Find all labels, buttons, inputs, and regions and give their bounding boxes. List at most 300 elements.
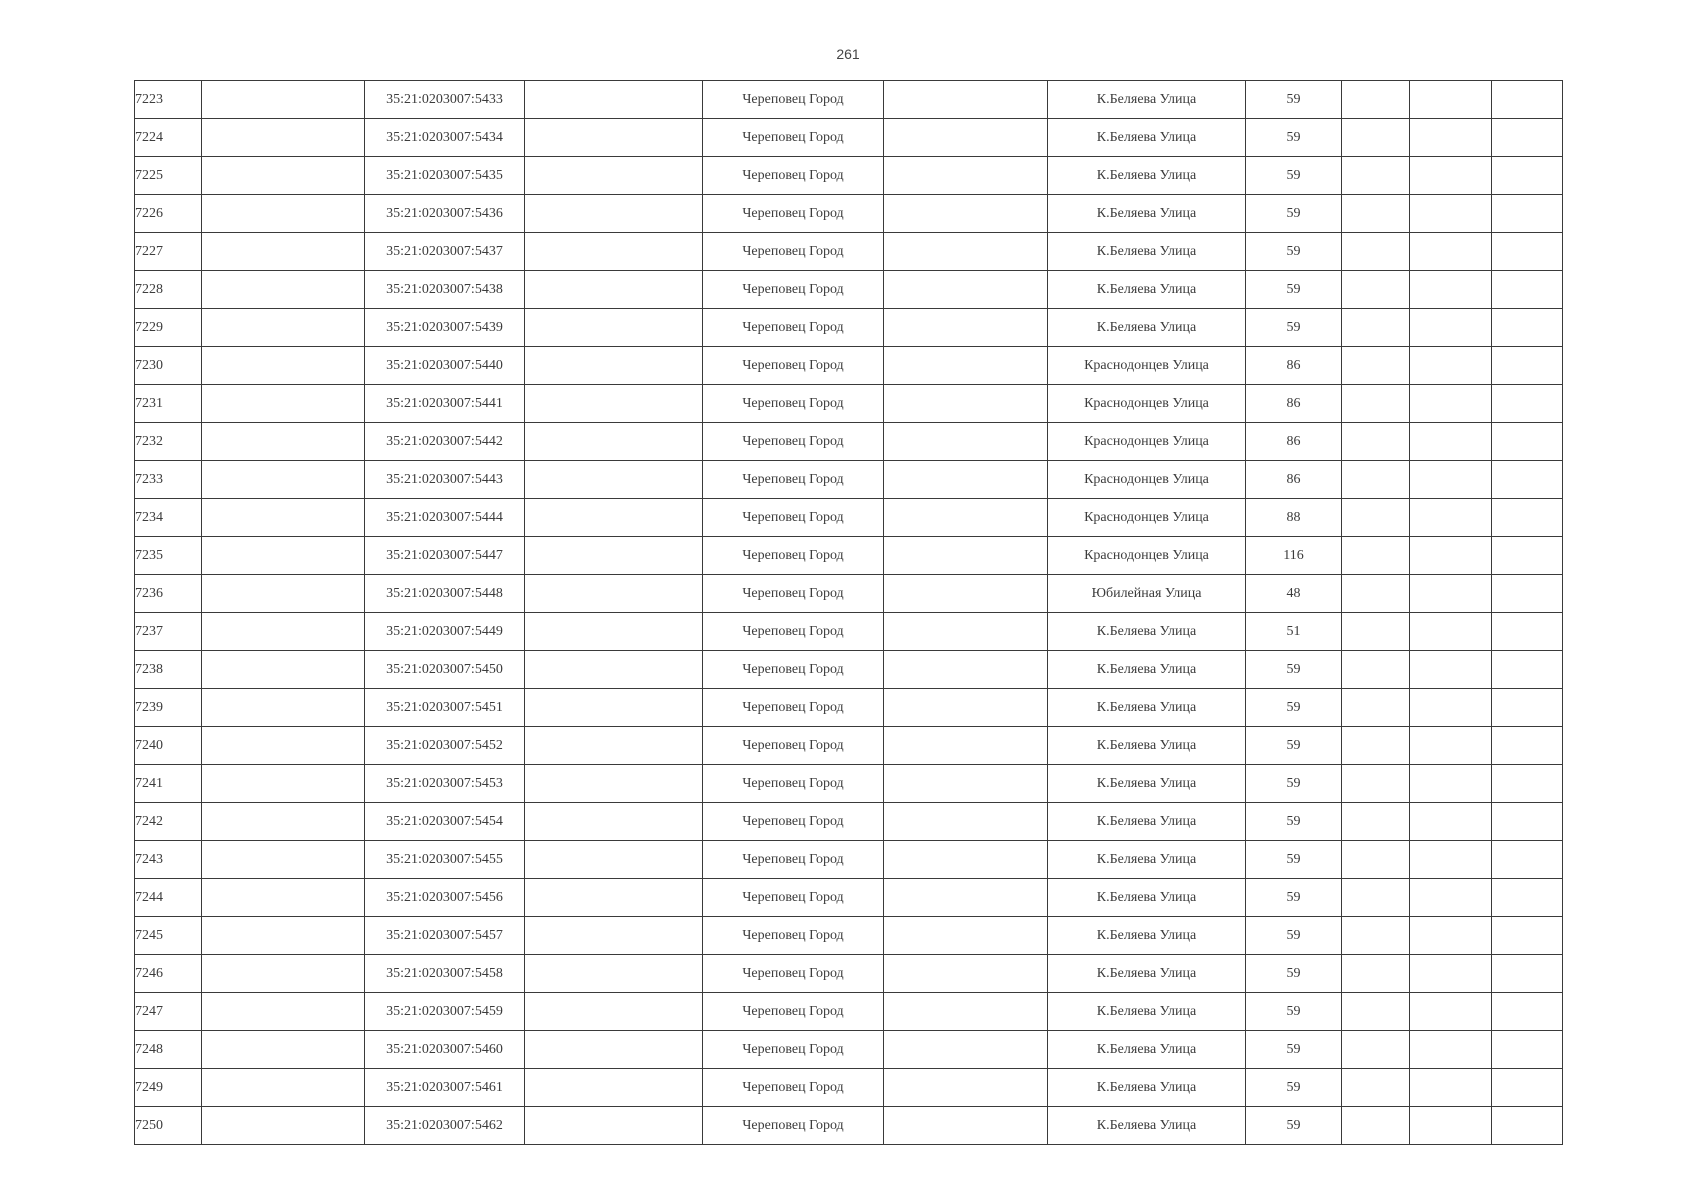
house-number: 59 bbox=[1246, 1031, 1342, 1069]
empty-cell bbox=[202, 841, 365, 879]
row-number: 7250 bbox=[135, 1107, 202, 1145]
street-name: К.Беляева Улица bbox=[1048, 879, 1246, 917]
cadastral-number: 35:21:0203007:5443 bbox=[365, 461, 525, 499]
table-row bbox=[135, 803, 1563, 841]
empty-cell bbox=[1342, 119, 1410, 157]
empty-cell bbox=[884, 575, 1048, 613]
row-number: 7248 bbox=[135, 1031, 202, 1069]
empty-cell bbox=[525, 499, 703, 537]
table-row bbox=[135, 309, 1563, 347]
house-number: 59 bbox=[1246, 1107, 1342, 1145]
city-name: Череповец Город bbox=[703, 727, 884, 765]
empty-cell bbox=[1410, 955, 1492, 993]
city-name: Череповец Город bbox=[703, 613, 884, 651]
empty-cell bbox=[1342, 613, 1410, 651]
cadastral-number: 35:21:0203007:5451 bbox=[365, 689, 525, 727]
street-name: Краснодонцев Улица bbox=[1048, 499, 1246, 537]
street-name: К.Беляева Улица bbox=[1048, 689, 1246, 727]
empty-cell bbox=[1492, 423, 1563, 461]
row-number: 7226 bbox=[135, 195, 202, 233]
cadastral-number: 35:21:0203007:5440 bbox=[365, 347, 525, 385]
empty-cell bbox=[1492, 727, 1563, 765]
empty-cell bbox=[525, 119, 703, 157]
house-number: 59 bbox=[1246, 689, 1342, 727]
house-number: 88 bbox=[1246, 499, 1342, 537]
empty-cell bbox=[884, 803, 1048, 841]
table-row bbox=[135, 841, 1563, 879]
empty-cell bbox=[525, 81, 703, 119]
table-row bbox=[135, 727, 1563, 765]
cadastral-number: 35:21:0203007:5442 bbox=[365, 423, 525, 461]
city-name: Череповец Город bbox=[703, 689, 884, 727]
empty-cell bbox=[1410, 81, 1492, 119]
empty-cell bbox=[1342, 271, 1410, 309]
cadastral-number: 35:21:0203007:5448 bbox=[365, 575, 525, 613]
empty-cell bbox=[202, 119, 365, 157]
house-number: 86 bbox=[1246, 347, 1342, 385]
empty-cell bbox=[1410, 233, 1492, 271]
street-name: К.Беляева Улица bbox=[1048, 1069, 1246, 1107]
empty-cell bbox=[525, 309, 703, 347]
cadastral-number: 35:21:0203007:5434 bbox=[365, 119, 525, 157]
empty-cell bbox=[1342, 461, 1410, 499]
street-name: К.Беляева Улица bbox=[1048, 157, 1246, 195]
street-name: К.Беляева Улица bbox=[1048, 917, 1246, 955]
house-number: 59 bbox=[1246, 157, 1342, 195]
house-number: 59 bbox=[1246, 955, 1342, 993]
empty-cell bbox=[1342, 347, 1410, 385]
empty-cell bbox=[525, 689, 703, 727]
empty-cell bbox=[1492, 119, 1563, 157]
city-name: Череповец Город bbox=[703, 195, 884, 233]
cadastral-number: 35:21:0203007:5435 bbox=[365, 157, 525, 195]
empty-cell bbox=[202, 195, 365, 233]
table-row bbox=[135, 81, 1563, 119]
city-name: Череповец Город bbox=[703, 993, 884, 1031]
empty-cell bbox=[1410, 613, 1492, 651]
empty-cell bbox=[202, 879, 365, 917]
row-number: 7233 bbox=[135, 461, 202, 499]
empty-cell bbox=[202, 271, 365, 309]
city-name: Череповец Город bbox=[703, 1069, 884, 1107]
row-number: 7245 bbox=[135, 917, 202, 955]
street-name: К.Беляева Улица bbox=[1048, 993, 1246, 1031]
row-number: 7243 bbox=[135, 841, 202, 879]
table-row bbox=[135, 1031, 1563, 1069]
empty-cell bbox=[1410, 499, 1492, 537]
empty-cell bbox=[1492, 917, 1563, 955]
street-name: К.Беляева Улица bbox=[1048, 955, 1246, 993]
table-row bbox=[135, 651, 1563, 689]
house-number: 59 bbox=[1246, 81, 1342, 119]
empty-cell bbox=[1410, 1069, 1492, 1107]
city-name: Череповец Город bbox=[703, 423, 884, 461]
street-name: К.Беляева Улица bbox=[1048, 1031, 1246, 1069]
empty-cell bbox=[884, 841, 1048, 879]
empty-cell bbox=[1410, 879, 1492, 917]
table-row bbox=[135, 689, 1563, 727]
empty-cell bbox=[884, 233, 1048, 271]
empty-cell bbox=[1492, 841, 1563, 879]
house-number: 59 bbox=[1246, 993, 1342, 1031]
street-name: К.Беляева Улица bbox=[1048, 1107, 1246, 1145]
empty-cell bbox=[1410, 461, 1492, 499]
house-number: 59 bbox=[1246, 195, 1342, 233]
empty-cell bbox=[884, 1031, 1048, 1069]
street-name: Краснодонцев Улица bbox=[1048, 423, 1246, 461]
cadastral-number: 35:21:0203007:5437 bbox=[365, 233, 525, 271]
empty-cell bbox=[1410, 841, 1492, 879]
table-row bbox=[135, 499, 1563, 537]
empty-cell bbox=[1492, 993, 1563, 1031]
cadastral-number: 35:21:0203007:5438 bbox=[365, 271, 525, 309]
house-number: 86 bbox=[1246, 423, 1342, 461]
empty-cell bbox=[1410, 1107, 1492, 1145]
empty-cell bbox=[1492, 613, 1563, 651]
empty-cell bbox=[525, 347, 703, 385]
house-number: 59 bbox=[1246, 233, 1342, 271]
empty-cell bbox=[1410, 119, 1492, 157]
house-number: 59 bbox=[1246, 917, 1342, 955]
row-number: 7229 bbox=[135, 309, 202, 347]
empty-cell bbox=[202, 575, 365, 613]
empty-cell bbox=[1342, 537, 1410, 575]
empty-cell bbox=[1410, 651, 1492, 689]
cadastral-number: 35:21:0203007:5452 bbox=[365, 727, 525, 765]
street-name: К.Беляева Улица bbox=[1048, 727, 1246, 765]
row-number: 7244 bbox=[135, 879, 202, 917]
table-row bbox=[135, 385, 1563, 423]
empty-cell bbox=[202, 765, 365, 803]
house-number: 86 bbox=[1246, 461, 1342, 499]
empty-cell bbox=[202, 689, 365, 727]
cadastral-number: 35:21:0203007:5433 bbox=[365, 81, 525, 119]
house-number: 59 bbox=[1246, 765, 1342, 803]
page-number: 261 bbox=[836, 46, 860, 62]
empty-cell bbox=[1342, 1069, 1410, 1107]
table-row bbox=[135, 955, 1563, 993]
street-name: Краснодонцев Улица bbox=[1048, 385, 1246, 423]
city-name: Череповец Город bbox=[703, 271, 884, 309]
empty-cell bbox=[1492, 689, 1563, 727]
street-name: К.Беляева Улица bbox=[1048, 613, 1246, 651]
house-number: 51 bbox=[1246, 613, 1342, 651]
empty-cell bbox=[884, 499, 1048, 537]
empty-cell bbox=[1342, 499, 1410, 537]
empty-cell bbox=[1410, 537, 1492, 575]
cadastral-number: 35:21:0203007:5450 bbox=[365, 651, 525, 689]
empty-cell bbox=[1342, 385, 1410, 423]
house-number: 86 bbox=[1246, 385, 1342, 423]
row-number: 7228 bbox=[135, 271, 202, 309]
city-name: Череповец Город bbox=[703, 537, 884, 575]
house-number: 59 bbox=[1246, 309, 1342, 347]
street-name: К.Беляева Улица bbox=[1048, 81, 1246, 119]
empty-cell bbox=[1410, 385, 1492, 423]
empty-cell bbox=[884, 461, 1048, 499]
city-name: Череповец Город bbox=[703, 347, 884, 385]
empty-cell bbox=[1342, 157, 1410, 195]
row-number: 7234 bbox=[135, 499, 202, 537]
city-name: Череповец Город bbox=[703, 499, 884, 537]
empty-cell bbox=[884, 347, 1048, 385]
empty-cell bbox=[202, 651, 365, 689]
empty-cell bbox=[1410, 157, 1492, 195]
house-number: 59 bbox=[1246, 271, 1342, 309]
empty-cell bbox=[1342, 955, 1410, 993]
street-name: К.Беляева Улица bbox=[1048, 119, 1246, 157]
empty-cell bbox=[525, 917, 703, 955]
street-name: К.Беляева Улица bbox=[1048, 765, 1246, 803]
empty-cell bbox=[1342, 1107, 1410, 1145]
empty-cell bbox=[525, 879, 703, 917]
empty-cell bbox=[1492, 765, 1563, 803]
empty-cell bbox=[1410, 347, 1492, 385]
row-number: 7232 bbox=[135, 423, 202, 461]
house-number: 48 bbox=[1246, 575, 1342, 613]
empty-cell bbox=[1410, 575, 1492, 613]
cadastral-number: 35:21:0203007:5459 bbox=[365, 993, 525, 1031]
empty-cell bbox=[202, 993, 365, 1031]
row-number: 7249 bbox=[135, 1069, 202, 1107]
empty-cell bbox=[1492, 309, 1563, 347]
empty-cell bbox=[1410, 309, 1492, 347]
table-row bbox=[135, 461, 1563, 499]
street-name: Юбилейная Улица bbox=[1048, 575, 1246, 613]
empty-cell bbox=[525, 461, 703, 499]
empty-cell bbox=[1492, 157, 1563, 195]
empty-cell bbox=[1410, 195, 1492, 233]
empty-cell bbox=[1492, 271, 1563, 309]
empty-cell bbox=[884, 423, 1048, 461]
empty-cell bbox=[884, 955, 1048, 993]
empty-cell bbox=[1342, 575, 1410, 613]
empty-cell bbox=[525, 157, 703, 195]
empty-cell bbox=[1342, 765, 1410, 803]
row-number: 7235 bbox=[135, 537, 202, 575]
city-name: Череповец Город bbox=[703, 309, 884, 347]
empty-cell bbox=[202, 499, 365, 537]
row-number: 7236 bbox=[135, 575, 202, 613]
empty-cell bbox=[1410, 803, 1492, 841]
table-row bbox=[135, 347, 1563, 385]
city-name: Череповец Город bbox=[703, 955, 884, 993]
street-name: К.Беляева Улица bbox=[1048, 651, 1246, 689]
house-number: 59 bbox=[1246, 1069, 1342, 1107]
empty-cell bbox=[884, 271, 1048, 309]
empty-cell bbox=[1492, 879, 1563, 917]
city-name: Череповец Город bbox=[703, 765, 884, 803]
empty-cell bbox=[1492, 955, 1563, 993]
empty-cell bbox=[1492, 499, 1563, 537]
empty-cell bbox=[1492, 461, 1563, 499]
empty-cell bbox=[202, 1031, 365, 1069]
empty-cell bbox=[1492, 195, 1563, 233]
street-name: К.Беляева Улица bbox=[1048, 841, 1246, 879]
table-row bbox=[135, 1107, 1563, 1145]
empty-cell bbox=[525, 1107, 703, 1145]
row-number: 7237 bbox=[135, 613, 202, 651]
empty-cell bbox=[525, 1031, 703, 1069]
city-name: Череповец Город bbox=[703, 461, 884, 499]
empty-cell bbox=[1342, 917, 1410, 955]
empty-cell bbox=[202, 955, 365, 993]
house-number: 116 bbox=[1246, 537, 1342, 575]
table-row bbox=[135, 271, 1563, 309]
table-row bbox=[135, 195, 1563, 233]
empty-cell bbox=[202, 385, 365, 423]
empty-cell bbox=[1410, 1031, 1492, 1069]
empty-cell bbox=[1342, 309, 1410, 347]
empty-cell bbox=[1492, 347, 1563, 385]
empty-cell bbox=[202, 917, 365, 955]
city-name: Череповец Город bbox=[703, 575, 884, 613]
empty-cell bbox=[202, 233, 365, 271]
empty-cell bbox=[1492, 803, 1563, 841]
cadastral-number: 35:21:0203007:5447 bbox=[365, 537, 525, 575]
registry-body bbox=[135, 81, 1563, 1145]
house-number: 59 bbox=[1246, 651, 1342, 689]
empty-cell bbox=[1342, 803, 1410, 841]
house-number: 59 bbox=[1246, 841, 1342, 879]
empty-cell bbox=[884, 157, 1048, 195]
cadastral-number: 35:21:0203007:5461 bbox=[365, 1069, 525, 1107]
empty-cell bbox=[202, 461, 365, 499]
table-row bbox=[135, 233, 1563, 271]
empty-cell bbox=[525, 271, 703, 309]
empty-cell bbox=[1410, 271, 1492, 309]
row-number: 7230 bbox=[135, 347, 202, 385]
cadastral-number: 35:21:0203007:5456 bbox=[365, 879, 525, 917]
city-name: Череповец Город bbox=[703, 917, 884, 955]
city-name: Череповец Город bbox=[703, 841, 884, 879]
empty-cell bbox=[525, 1069, 703, 1107]
city-name: Череповец Город bbox=[703, 1107, 884, 1145]
house-number: 59 bbox=[1246, 727, 1342, 765]
empty-cell bbox=[1492, 651, 1563, 689]
empty-cell bbox=[525, 841, 703, 879]
empty-cell bbox=[1342, 81, 1410, 119]
empty-cell bbox=[202, 157, 365, 195]
cadastral-number: 35:21:0203007:5460 bbox=[365, 1031, 525, 1069]
empty-cell bbox=[525, 385, 703, 423]
row-number: 7241 bbox=[135, 765, 202, 803]
city-name: Череповец Город bbox=[703, 233, 884, 271]
empty-cell bbox=[884, 1107, 1048, 1145]
empty-cell bbox=[1492, 81, 1563, 119]
empty-cell bbox=[1342, 879, 1410, 917]
cadastral-number: 35:21:0203007:5449 bbox=[365, 613, 525, 651]
empty-cell bbox=[1410, 917, 1492, 955]
cadastral-number: 35:21:0203007:5436 bbox=[365, 195, 525, 233]
empty-cell bbox=[1492, 1031, 1563, 1069]
cadastral-number: 35:21:0203007:5454 bbox=[365, 803, 525, 841]
empty-cell bbox=[884, 917, 1048, 955]
cadastral-number: 35:21:0203007:5455 bbox=[365, 841, 525, 879]
empty-cell bbox=[525, 613, 703, 651]
street-name: Краснодонцев Улица bbox=[1048, 347, 1246, 385]
row-number: 7242 bbox=[135, 803, 202, 841]
empty-cell bbox=[1410, 423, 1492, 461]
house-number: 59 bbox=[1246, 879, 1342, 917]
table-row bbox=[135, 917, 1563, 955]
empty-cell bbox=[884, 537, 1048, 575]
house-number: 59 bbox=[1246, 119, 1342, 157]
empty-cell bbox=[884, 727, 1048, 765]
empty-cell bbox=[1342, 841, 1410, 879]
table-row bbox=[135, 423, 1563, 461]
empty-cell bbox=[202, 1107, 365, 1145]
street-name: К.Беляева Улица bbox=[1048, 271, 1246, 309]
empty-cell bbox=[202, 1069, 365, 1107]
cadastral-number: 35:21:0203007:5457 bbox=[365, 917, 525, 955]
empty-cell bbox=[1492, 385, 1563, 423]
table-row bbox=[135, 537, 1563, 575]
empty-cell bbox=[1492, 537, 1563, 575]
cadastral-number: 35:21:0203007:5458 bbox=[365, 955, 525, 993]
empty-cell bbox=[884, 613, 1048, 651]
empty-cell bbox=[1410, 765, 1492, 803]
row-number: 7231 bbox=[135, 385, 202, 423]
city-name: Череповец Город bbox=[703, 651, 884, 689]
empty-cell bbox=[525, 651, 703, 689]
empty-cell bbox=[525, 765, 703, 803]
table-row bbox=[135, 1069, 1563, 1107]
empty-cell bbox=[525, 575, 703, 613]
row-number: 7246 bbox=[135, 955, 202, 993]
empty-cell bbox=[525, 727, 703, 765]
empty-cell bbox=[1492, 1069, 1563, 1107]
empty-cell bbox=[884, 689, 1048, 727]
registry-table bbox=[134, 80, 1563, 1145]
empty-cell bbox=[1342, 423, 1410, 461]
cadastral-number: 35:21:0203007:5462 bbox=[365, 1107, 525, 1145]
empty-cell bbox=[202, 347, 365, 385]
city-name: Череповец Город bbox=[703, 81, 884, 119]
city-name: Череповец Город bbox=[703, 1031, 884, 1069]
table-row bbox=[135, 879, 1563, 917]
table-row bbox=[135, 119, 1563, 157]
cadastral-number: 35:21:0203007:5441 bbox=[365, 385, 525, 423]
row-number: 7227 bbox=[135, 233, 202, 271]
row-number: 7247 bbox=[135, 993, 202, 1031]
street-name: К.Беляева Улица bbox=[1048, 233, 1246, 271]
city-name: Череповец Город bbox=[703, 879, 884, 917]
empty-cell bbox=[525, 423, 703, 461]
cadastral-number: 35:21:0203007:5453 bbox=[365, 765, 525, 803]
empty-cell bbox=[525, 993, 703, 1031]
empty-cell bbox=[884, 81, 1048, 119]
street-name: Краснодонцев Улица bbox=[1048, 537, 1246, 575]
row-number: 7239 bbox=[135, 689, 202, 727]
empty-cell bbox=[525, 195, 703, 233]
table-row bbox=[135, 765, 1563, 803]
city-name: Череповец Город bbox=[703, 157, 884, 195]
empty-cell bbox=[884, 651, 1048, 689]
city-name: Череповец Город bbox=[703, 119, 884, 157]
row-number: 7224 bbox=[135, 119, 202, 157]
empty-cell bbox=[525, 233, 703, 271]
empty-cell bbox=[202, 613, 365, 651]
row-number: 7240 bbox=[135, 727, 202, 765]
empty-cell bbox=[884, 765, 1048, 803]
empty-cell bbox=[202, 803, 365, 841]
empty-cell bbox=[1342, 727, 1410, 765]
empty-cell bbox=[1492, 1107, 1563, 1145]
empty-cell bbox=[202, 423, 365, 461]
empty-cell bbox=[884, 309, 1048, 347]
cadastral-number: 35:21:0203007:5444 bbox=[365, 499, 525, 537]
